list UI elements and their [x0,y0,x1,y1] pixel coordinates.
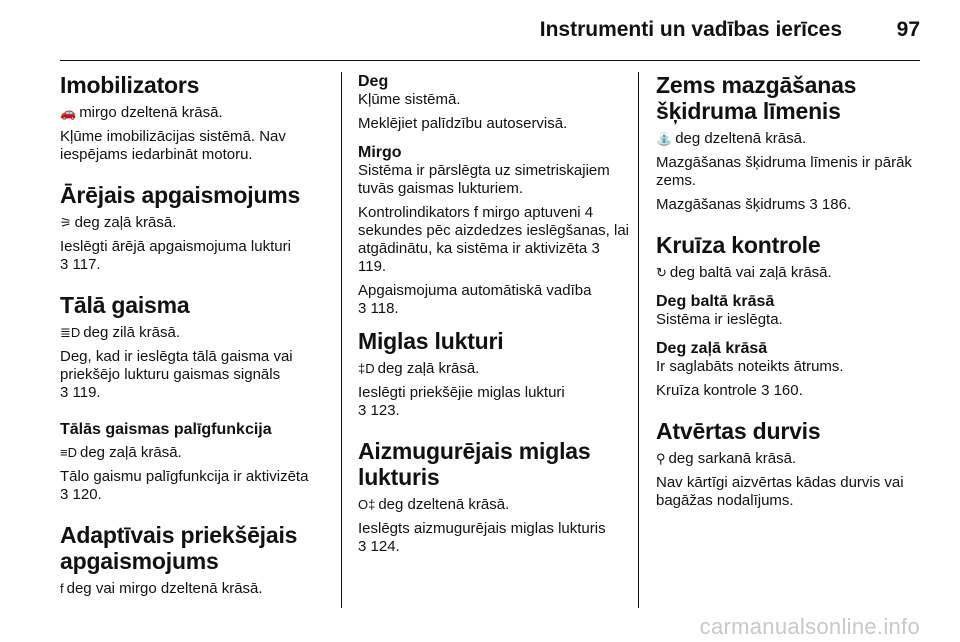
section-door-open [656,418,928,510]
body-text [358,520,630,556]
status-line [60,580,332,598]
body-text [358,384,630,420]
status-text: deg zaļā krāsā. [74,214,177,231]
body-text: Kļūme sistēmā. [358,91,461,108]
status-line [60,324,332,342]
subsection-title: Deg [358,73,389,90]
page-number: 97 [896,18,920,41]
page-reference: 3 118. [358,300,399,317]
section-immobilizer [60,72,332,164]
section-title: Miglas lukturi [358,328,504,354]
subsection-title: Tālās gaismas palīgfunkcija [60,421,272,438]
body-text: Nav kārtīgi aizvērtas kādas durvis vai bagāžas nodalījums. [656,474,904,509]
rear-fog-light-icon: O‡ [358,497,376,512]
page-reference: 3 123. [358,402,400,419]
section-title: Atvērtas durvis [656,418,821,444]
body-text: Kļūme imobilizācijas sistēmā. Nav iespējams iedarbināt motoru. [60,128,286,163]
section-title: Tālā gaisma [60,292,190,318]
section-high-beam-assist [60,420,332,504]
body-text-main: Tālo gaismu palīgfunkcija ir aktivizēta [60,468,309,485]
body-text-main: Deg, kad ir ieslēgta tālā gaisma vai priekšējo lukturu gaismas signāls [60,348,293,383]
status-line [656,130,928,148]
section-cruise-control [656,232,928,282]
door-open-icon: ⚲ [656,451,666,466]
body-text: Sistēma ir ieslēgta. [656,311,783,328]
section-title: Aizmugurējais miglas lukturis [358,438,591,490]
header-title: Instrumenti un vadības ierīces [539,18,842,41]
status-line [60,214,332,232]
page-reference: 3 119. [358,240,600,275]
status-line [60,444,332,462]
section-high-beam [60,292,332,402]
section-fog-lights [358,328,630,420]
subsection-flashing [358,143,630,318]
status-text: deg dzeltenā krāsā. [675,130,807,147]
header-divider [60,60,920,61]
status-text: deg zaļā krāsā. [377,360,480,377]
status-text: deg zaļā krāsā. [79,444,182,461]
cruise-control-icon: ↻ [656,265,667,280]
status-text: deg vai mirgo dzeltenā krāsā. [66,580,263,597]
body-text [656,196,928,214]
body-text [358,204,630,276]
page-reference: 3 120. [60,486,102,503]
status-text: deg sarkanā krāsā. [668,450,797,467]
status-line [358,496,630,514]
high-beam-assist-icon: ≡D [60,445,77,460]
body-text-main: Mazgāšanas šķidrums [656,196,806,213]
status-text: deg baltā vai zaļā krāsā. [669,264,832,281]
body-text-main: Ieslēgts aizmugurējais miglas lukturis [358,520,606,537]
status-line [60,104,332,122]
body-text-main: Kontrolindikators f mirgo aptuveni 4 sekundes pēc aizdedzes ieslēgšanas, lai atgādinātu, ka sistēma ir aktivizēta [358,204,630,257]
section-title: Adaptīvais priekšējais apgaismojums [60,522,298,574]
body-text: Meklējiet palīdzību autoservisā. [358,115,568,132]
body-text-main: Apgaismojuma automātiskā vadība [358,282,592,299]
subsection-on [358,72,630,133]
adaptive-light-icon: f [60,581,64,596]
column-1 [60,72,332,616]
column-divider-2 [638,72,639,608]
body-text-main: Ieslēgti priekšējie miglas lukturi [358,384,565,401]
body-text [60,468,332,504]
status-line [656,264,928,282]
status-line [656,450,928,468]
status-line [358,360,630,378]
status-text: mirgo dzeltenā krāsā. [79,104,223,121]
subsection-green [656,339,928,400]
body-text: Ir saglabāts noteikts ātrums. [656,358,844,375]
section-washer-fluid [656,72,928,214]
immobilizer-icon: 🚗 [60,105,77,120]
status-text: deg zilā krāsā. [83,324,180,341]
column-2 [358,72,630,574]
page-reference: 3 117. [60,256,101,273]
subsection-title: Deg zaļā krāsā [656,340,768,357]
section-rear-fog-light [358,438,630,556]
section-title: Kruīza kontrole [656,232,821,258]
body-text [60,348,332,402]
exterior-light-icon: ⚞ [60,215,72,230]
watermark: carmanualsonline.info [699,614,920,639]
column-3 [656,72,928,528]
washer-fluid-icon: ⛲ [656,131,673,146]
page-reference: 3 160. [761,382,803,399]
high-beam-icon: ≣D [60,325,81,340]
subsection-title: Mirgo [358,144,402,161]
body-text-main: Kruīza kontrole [656,382,757,399]
section-title: Ārējais apgaismojums [60,182,301,208]
body-text-main: Ieslēgti ārējā apgaismojuma lukturi [60,238,291,255]
body-text [60,238,332,274]
page-reference: 3 119. [60,384,101,401]
column-divider-1 [341,72,342,608]
page-reference: 3 186. [809,196,852,213]
section-title: Zems mazgāšanas šķidruma līmenis [656,72,857,124]
body-text [656,382,928,400]
body-text: Sistēma ir pārslēgta uz simetriskajiem tuvās gaismas lukturiem. [358,162,610,197]
page-header [0,0,960,60]
section-exterior-lights [60,182,332,274]
status-text: deg dzeltenā krāsā. [378,496,510,513]
body-text [358,282,630,318]
section-title: Imobilizators [60,72,200,98]
fog-light-icon: ‡D [358,361,375,376]
subsection-white [656,292,928,329]
body-text: Mazgāšanas šķidruma līmenis ir pārāk zems. [656,154,912,189]
page-reference: 3 124. [358,538,400,555]
section-adaptive-lighting [60,522,332,598]
subsection-title: Deg baltā krāsā [656,293,775,310]
